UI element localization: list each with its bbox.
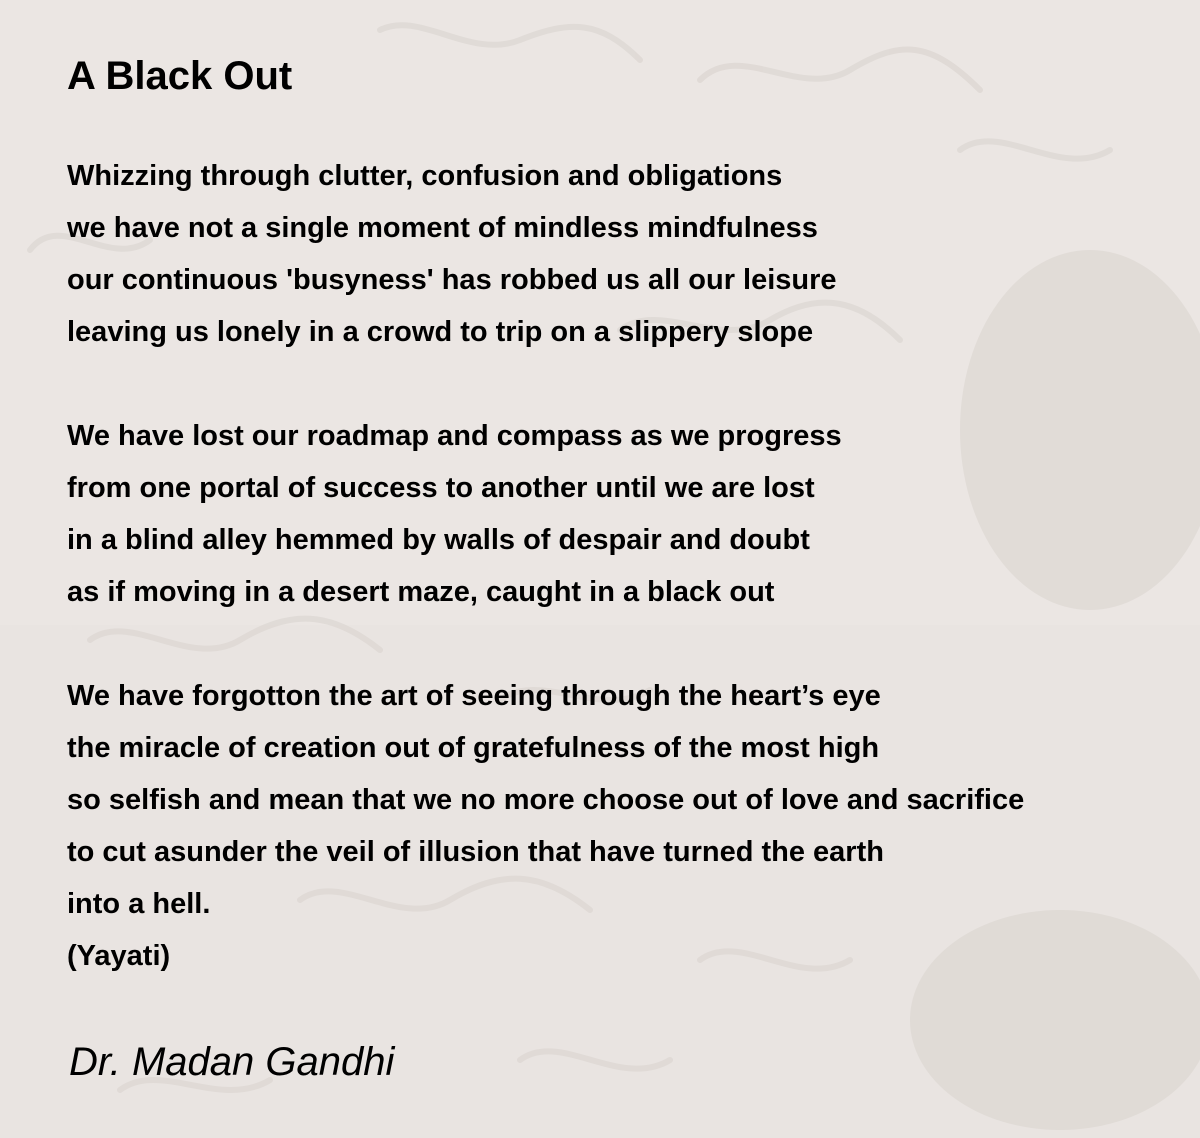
poem-line: so selfish and mean that we no more choose out of love and sacrifice xyxy=(67,784,1025,816)
stanza-2 xyxy=(67,410,1177,618)
poem-line: the miracle of creation out of gratefulness of the most high xyxy=(67,732,880,764)
poem-line: our continuous 'busyness' has robbed us all our leisure xyxy=(67,264,837,296)
stanza-1 xyxy=(67,150,1177,358)
stanza-3 xyxy=(67,670,1177,982)
poem-line: Whizzing through clutter, confusion and obligations xyxy=(67,160,783,192)
poem-line: as if moving in a desert maze, caught in a black out xyxy=(67,576,775,608)
poem-line: to cut asunder the veil of illusion that have turned the earth xyxy=(67,836,884,868)
poem-line: in a blind alley hemmed by walls of despair and doubt xyxy=(67,524,810,556)
poem-line: (Yayati) xyxy=(67,940,171,972)
poem-line: leaving us lonely in a crowd to trip on a slippery slope xyxy=(67,316,814,348)
poem-title: A Black Out xyxy=(67,54,293,98)
poem-line: We have lost our roadmap and compass as we progress xyxy=(67,420,842,452)
poem-line: We have forgotton the art of seeing through the heart’s eye xyxy=(67,680,881,712)
poem-line: we have not a single moment of mindless mindfulness xyxy=(67,212,818,244)
poem-line: into a hell. xyxy=(67,888,211,920)
poem-line: from one portal of success to another until we are lost xyxy=(67,472,815,504)
author-name: Dr. Madan Gandhi xyxy=(69,1040,395,1084)
poem-body xyxy=(67,150,1177,1034)
